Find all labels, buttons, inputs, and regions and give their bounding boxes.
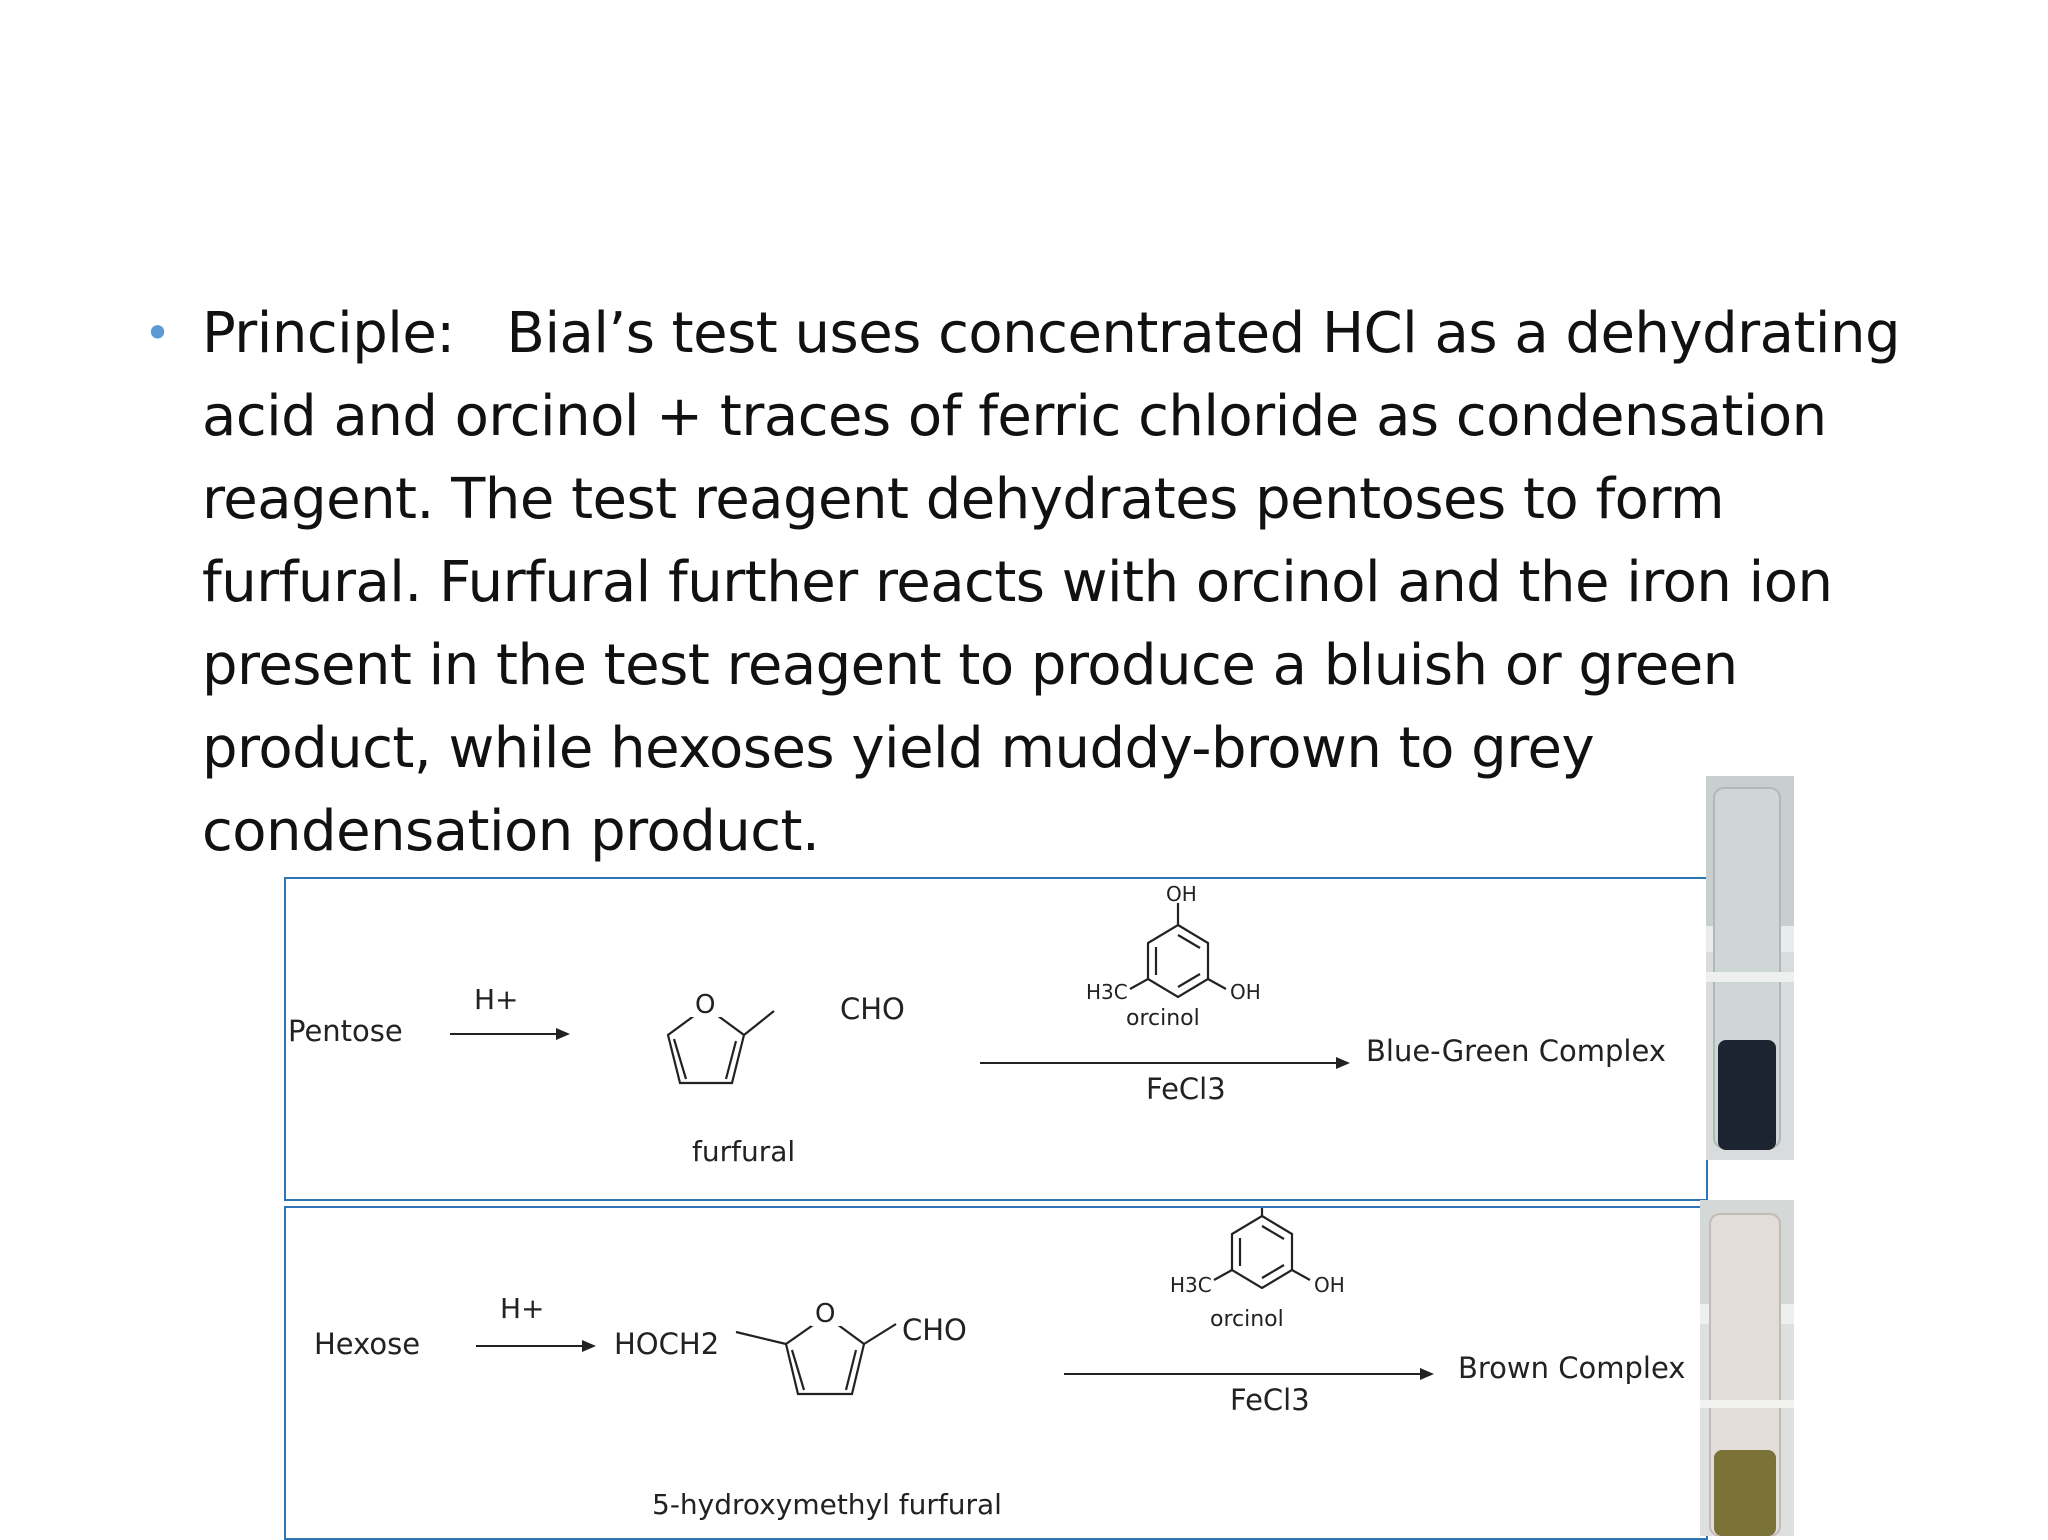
orcinol-right-oh: OH [1230,980,1261,1004]
bullet-dot-icon: • [144,306,171,360]
orcinol-methyl: H3C [1086,980,1128,1004]
pentose-result: Blue-Green Complex [1366,1034,1666,1068]
orcinol-2-name: orcinol [1210,1307,1284,1332]
hexose-label: Hexose [314,1327,421,1361]
hexose-fecl3: FeCl3 [1230,1383,1310,1417]
furfural-structure [668,1007,774,1083]
hexose-reaction-diagram [286,1208,1706,1538]
pentose-arrow [450,1028,570,1040]
orcinol-2-right-oh: OH [1314,1273,1345,1297]
hmf-name: 5-hydroxymethyl furfural [652,1488,1002,1521]
orcinol-name: orcinol [1126,1006,1200,1031]
pentose-fecl3: FeCl3 [1146,1072,1226,1106]
orcinol-top-oh: OH [1166,882,1197,906]
pentose-reaction-box [284,877,1708,1201]
principle-line-3: reagent. The test reagent dehydrates pentoses to form [202,467,1725,532]
pentose-reaction-diagram [286,879,1706,1199]
pentose-tube-photo [1706,776,1794,1160]
pentose-second-arrow [980,1057,1350,1069]
principle-line-5: present in the test reagent to produce a bluish or green [202,633,1738,698]
hexose-reaction-box [284,1206,1708,1540]
principle-line-7: condensation product. [202,799,820,864]
hexose-tube-image [1700,1200,1794,1536]
orcinol-structure-1 [1130,903,1226,997]
hexose-result: Brown Complex [1458,1351,1686,1385]
hmf-cho: CHO [902,1313,967,1347]
hexose-tube-photo [1700,1200,1794,1536]
orcinol-structure-2 [1214,1208,1310,1288]
furfural-name: furfural [692,1135,796,1168]
hmf-oxygen: O [815,1299,836,1329]
furfural-oxygen: O [695,990,716,1020]
pentose-catalyst: H+ [474,983,519,1016]
principle-paragraph [202,292,1962,873]
hexose-second-arrow [1064,1368,1434,1380]
principle-line-2: acid and orcinol + traces of ferric chloride as condensation [202,384,1827,449]
pentose-label: Pentose [288,1014,403,1048]
pentose-tube-image [1706,776,1794,1160]
principle-line-1 [202,292,1962,375]
orcinol-2-methyl: H3C [1170,1273,1212,1297]
hexose-arrow [476,1340,596,1352]
hexose-catalyst: H+ [500,1292,545,1325]
principle-line-1-text: Bial’s test uses concentrated HCl as a dehydrating [506,301,1901,366]
principle-line-4: furfural. Furfural further reacts with orcinol and the iron ion [202,550,1833,615]
principle-line-6: product, while hexoses yield muddy-brown to grey [202,716,1595,781]
furfural-cho: CHO [840,992,905,1026]
hmf-hoch2: HOCH2 [614,1327,720,1361]
principle-lead: Principle: [202,301,455,366]
